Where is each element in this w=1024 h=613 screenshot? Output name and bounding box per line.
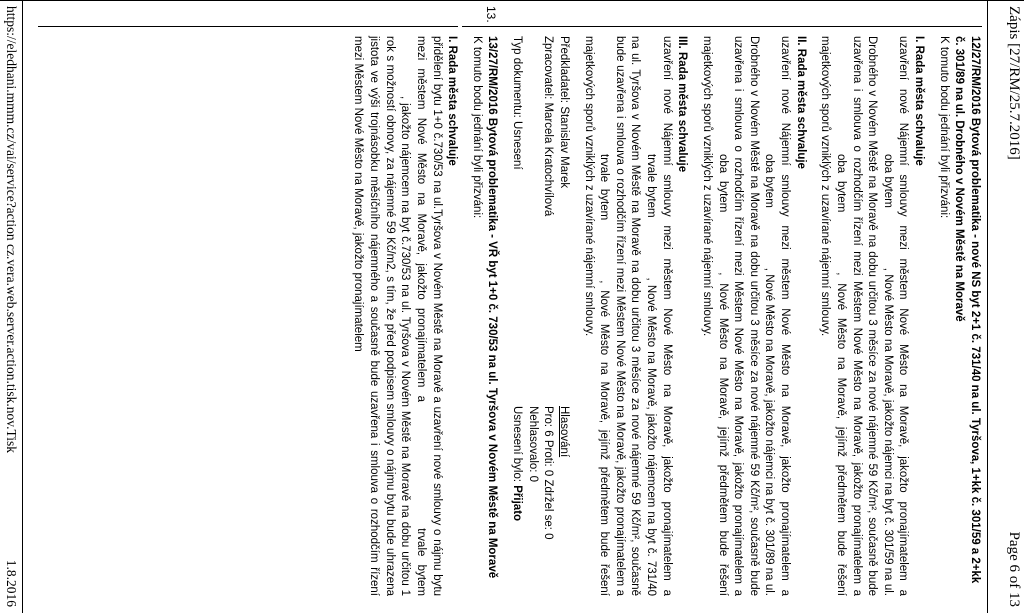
agenda-item-12 xyxy=(509,36,983,596)
resolution-text: přidělení bytu 1+0 č.730/53 na ul.Tyršova v Novém Městě na Moravě a uzavření nové smlouvy o nájmu bytu mezi městem Nové Město na Moravě, jakožto pronajímatelem a trvale bytem, jakožto nájemcem na byt č.730/53 na ul. Tyršova v Novém Městě na Moravě na dobu určitou 1 rok s možností obnovy, za nájemné 59 Kč/m2, s tím, že před podpisem smlouvy o nájmu bytu bude uhrazena jistota ve výši trojnásobku měsíčního nájemného a současně bude uzavřena i smlouva o rozhodčím řízení mezi Městem Nové Město na Moravě, jakožto pronajímatelem xyxy=(352,36,443,596)
footer-rule xyxy=(22,0,23,613)
item-13-number: 13. xyxy=(484,6,499,23)
item-12-title: 12/27/RM/2016 Bytová problematika - nové NS byt 2+1 č. 731/40 na ul. Tyršova, 1+kk č. 301/59 a 2+kk č. 301/89 na ul. Drobného v Novém Městě na Moravě xyxy=(953,36,981,584)
footer-url: https://eledhani.mmm.cz/vai/service?action cz.vera.web.server.action.tisk.nov.Tisk xyxy=(4,6,20,453)
resolution-status-value: Přijato xyxy=(511,485,524,522)
vote-label: Hlasování xyxy=(558,406,570,458)
vote-result: Pro: 6 Proti: 0 Zdržel se: 0 Nehlasovalo: 0 xyxy=(526,406,555,540)
item-13-title: 13/27/RM/2016 Bytová problematika - VŘ byt 1+0 č. 730/53 na ul. Tyršova v Novém Městě na Moravě xyxy=(486,36,499,579)
item-12-intro: K tomuto bodu jednání byli přizváni: xyxy=(937,36,950,219)
header-rule xyxy=(987,0,988,613)
item-13-intro: K tomuto bodu jednání byli přizváni: xyxy=(470,36,483,219)
presenter: Předkladatel: Stanislav Marek xyxy=(558,36,570,189)
agenda-item-13 xyxy=(350,6,500,596)
processor: Zpracovatel: Marcela Kratochvílová xyxy=(542,36,555,217)
resolution-heading: III. Rada města schvaluje xyxy=(676,36,689,173)
item-12-divider xyxy=(462,26,982,27)
resolution-text: uzavření nové Nájemní smlouvy mezi městem Nové Město na Moravě, jakožto pronajímatelem a trvale bytem, Nové Město na Moravě, jakožto nájemcem na byt č. 731/40 na ul. Tyršova v Novém Městě na Moravě na dobu určitou 3 měsíce za nové nájemné 59 Kč/m², současně bude uzavřena i smlouva o rozhodčím řízení mezi Městem Nové Město na Moravě, jakožto pronajímatelem a trvale bytem, Nové Město na Moravě, jejímž předmětem bude řešení majetkových sporů vzniklých z uzavírané nájemní smlouvy. xyxy=(582,36,673,596)
resolution-text: uzavření nové Nájemní smlouvy mezi městem Nové Město na Moravě, jakožto pronajímatelem a oba bytem, Nové Město na Moravě, jakožto nájemci na byt č. 301/59 na ul. Drobného v Novém Městě na Moravě na dobu určitou 3 měsíce za nové nájemné 59 Kč/m², současně bude uzavřena i smlouva o rozhodčím řízení mezi Městem Nové Město na Moravě, jakožto pronajímatelem a oba bytem, Nové Město na Moravě, jejímž předmětem bude řešení majetkových sporů vzniklých z uzavírané nájemní smlouvy. xyxy=(819,36,910,596)
item-12-metadata xyxy=(509,36,572,596)
item-12-resolution-1 xyxy=(817,36,926,596)
left-border-rule xyxy=(0,0,1024,1)
resolution-heading: I. Rada města schvaluje xyxy=(913,36,926,166)
resolution-heading: II. Rada města schvaluje xyxy=(794,36,807,169)
page-number: Page 6 of 13 xyxy=(1006,531,1022,607)
resolution-heading: I. Rada města schvaluje xyxy=(446,36,459,166)
item-12-resolution-2 xyxy=(698,36,807,596)
resolution-status: Usnesení bylo: Přijato xyxy=(511,406,524,522)
item-13-resolution-1 xyxy=(350,36,459,596)
resolution-text: uzavření nové Nájemní smlouvy mezi městem Nové Město na Moravě, jakožto pronajímatelem a oba bytem, Nové Město na Moravě, jakožto nájemci na byt č. 301/89 na ul. Drobného v Novém Městě na Moravě na dobu určitou 3 měsíce za nové nájemné 59 Kč/m², současně bude uzavřena i smlouva o rozhodčím řízení mezi Městem Nové Město na Moravě, jakožto pronajímatelem a oba bytem, Nové Město na Moravě, jejímž předmětem bude řešení majetkových sporů vzniklých z uzavírané nájemní smlouvy. xyxy=(701,36,792,596)
item-13-divider xyxy=(38,26,458,27)
item-12-resolution-3 xyxy=(580,36,689,596)
minutes-content xyxy=(350,6,982,596)
footer-date: 1.8.2016 xyxy=(4,559,20,607)
document-type: Typ dokumentu: Usnesení xyxy=(511,36,524,170)
header-title: Zápis [27/RM/25.7.2016] xyxy=(1006,6,1022,160)
